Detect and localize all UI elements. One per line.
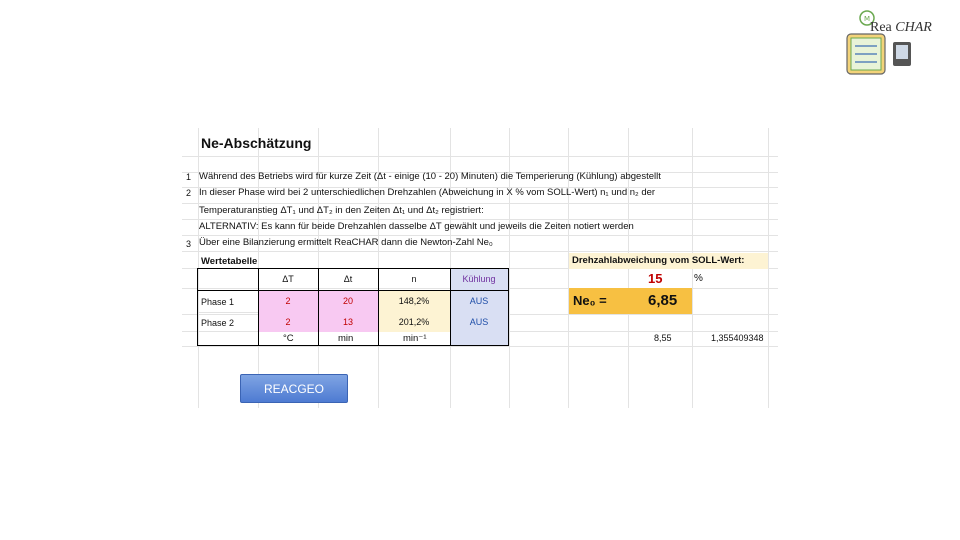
- table-cell: AUS: [450, 312, 508, 332]
- reachar-logo: [843, 8, 953, 78]
- table-cell: [450, 332, 508, 345]
- calc-value: 8,55: [654, 333, 672, 343]
- table-cell[interactable]: 20: [318, 291, 378, 312]
- step-number: 2: [186, 188, 192, 198]
- step-text: ALTERNATIV: Es kann für beide Drehzahlen dasselbe ΔT gewählt und jeweils die Zeiten notiert werden: [199, 221, 634, 232]
- step-text: Während des Betriebs wird für kurze Zeit (Δt - einige (10 - 20) Minuten) die Temperierung (Kühlung) abgestellt: [199, 171, 661, 182]
- table-cell: 201,2%: [378, 312, 450, 332]
- calc-value: 1,355409348: [711, 333, 764, 343]
- table-header: n: [378, 269, 450, 291]
- table-header-empty: [198, 269, 258, 291]
- table-label: Wertetabelle: [201, 256, 258, 267]
- step-number: 3: [186, 239, 192, 249]
- deviation-label: Drehzahlabweichung vom SOLL-Wert:: [569, 253, 768, 269]
- deviation-unit: %: [694, 273, 703, 284]
- table-row-label: Phase 1: [201, 297, 235, 307]
- ne-value: 6,85: [648, 292, 678, 309]
- table-cell: 148,2%: [378, 291, 450, 312]
- table-row-label: Phase 2: [198, 312, 258, 332]
- unit-label: min: [338, 333, 354, 344]
- svg-text:M: M: [863, 15, 871, 23]
- table-header: Kühlung: [450, 269, 508, 291]
- unit-label: min⁻¹: [403, 333, 427, 344]
- step-number: 1: [186, 172, 192, 182]
- reacgeo-button[interactable]: REACGEO: [240, 374, 348, 403]
- sheet-title: Ne-Abschätzung: [201, 135, 312, 151]
- deviation-value[interactable]: 15: [648, 271, 663, 286]
- table-cell: AUS: [450, 291, 508, 312]
- logo-text: Rea CHAR: [870, 20, 932, 35]
- table-header: ΔT: [258, 269, 318, 291]
- table-header: Δt: [318, 269, 378, 291]
- step-text: Über eine Bilanzierung ermittelt ReaCHAR dann die Newton-Zahl Ne₀: [199, 237, 493, 248]
- unit-label: °C: [283, 333, 294, 344]
- table-cell[interactable]: 13: [318, 312, 378, 332]
- table-cell[interactable]: 2: [258, 291, 318, 312]
- step-text: Temperaturanstieg ΔT₁ und ΔT₂ in den Zeiten Δt₁ und Δt₂ registriert:: [199, 205, 484, 216]
- step-text: In dieser Phase wird bei 2 unterschiedlichen Drehzahlen (Abweichung in X % vom SOLL-Wert) n₁ und n₂ der: [199, 187, 656, 198]
- table-cell[interactable]: 2: [258, 312, 318, 332]
- ne-label: Ne₀ =: [573, 293, 607, 308]
